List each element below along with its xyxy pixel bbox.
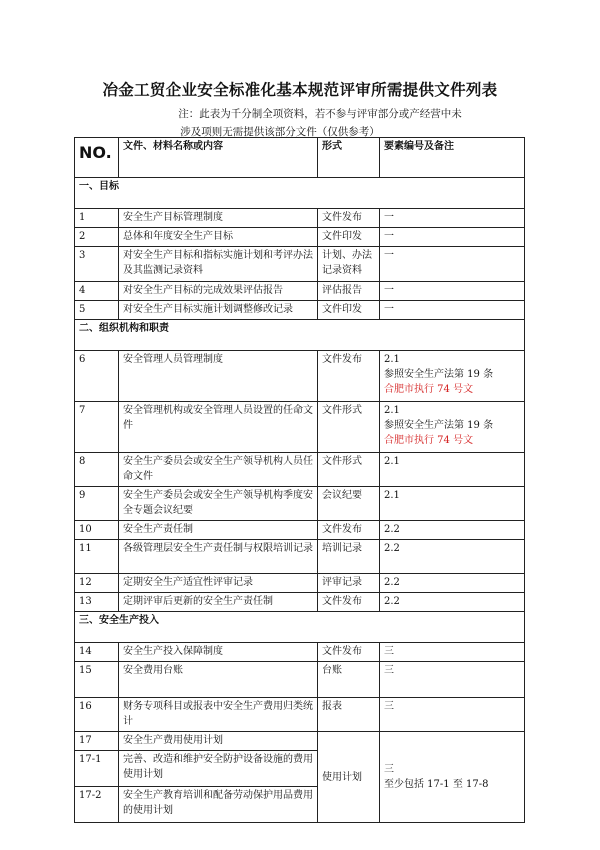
row-remark: [380, 402, 525, 453]
row-no: 10: [75, 521, 119, 540]
row-form: 文件发布: [318, 351, 380, 402]
remark-red: 合肥市执行 74 号文: [384, 384, 474, 395]
remark-line: 一: [384, 231, 394, 242]
remark-line: 2.1: [384, 456, 400, 467]
row-remark: [380, 282, 525, 301]
row-remark: [380, 487, 525, 521]
table-row: [75, 540, 525, 574]
row-name: 总体和年度安全生产目标: [119, 228, 318, 247]
row-name: 对安全生产目标的完成效果评估报告: [119, 282, 318, 301]
remark-line: 2.2: [384, 524, 400, 535]
row-no: 14: [75, 643, 119, 662]
row-no: 17-1: [75, 751, 119, 787]
table-row: [75, 351, 525, 402]
row-remark: [380, 521, 525, 540]
remark-line: 2.1: [384, 405, 400, 416]
row-no: 17: [75, 732, 119, 751]
remark-line: 2.2: [384, 596, 400, 607]
section-title: 一、目标: [75, 178, 525, 209]
note-line-1: 注：此表为千分制全项资料，若不参与评审部分或产经营中未: [178, 108, 462, 120]
section-row: [75, 320, 525, 351]
section-title: 二、组织机构和职责: [75, 320, 525, 351]
row-name: 定期评审后更新的安全生产责任制: [119, 593, 318, 612]
row-form: 台账: [318, 662, 380, 698]
note-line-2: 涉及项则无需提供该部分文件（仅供参考）: [180, 126, 380, 138]
table-row: [75, 732, 525, 751]
header-remark: 要素编号及备注: [380, 138, 525, 178]
remark-line: 三: [384, 665, 394, 676]
row-name: 各级管理层安全生产责任制与权限培训记录: [119, 540, 318, 574]
table-row: [75, 209, 525, 228]
row-no: 5: [75, 301, 119, 320]
row-name: 安全管理人员管理制度: [119, 351, 318, 402]
table-row: [75, 402, 525, 453]
row-no: 6: [75, 351, 119, 402]
row-no: 7: [75, 402, 119, 453]
table-row: [75, 453, 525, 487]
table-row: [75, 643, 525, 662]
remark-line: 一: [384, 285, 394, 296]
row-form: 文件发布: [318, 593, 380, 612]
row-remark: [380, 540, 525, 574]
header-no: NO.: [75, 138, 119, 178]
remark-line: 2.1: [384, 490, 400, 501]
row-name: 安全费用台账: [119, 662, 318, 698]
row-form: 文件发布: [318, 209, 380, 228]
row-name: 安全生产责任制: [119, 521, 318, 540]
table-row: [75, 662, 525, 698]
section-title: 三、安全生产投入: [75, 612, 525, 643]
document-table: [74, 137, 525, 823]
row-remark: [380, 247, 525, 282]
row-name: 定期安全生产适宜性评审记录: [119, 574, 318, 593]
remark-line: 至少包括 17-1 至 17-8: [384, 779, 489, 790]
row-remark: [380, 643, 525, 662]
row-form: 使用计划: [318, 732, 380, 823]
row-name: 安全管理机构或安全管理人员设置的任命文件: [119, 402, 318, 453]
remark-red: 合肥市执行 74 号文: [384, 435, 474, 446]
row-name: 对安全生产目标实施计划调整修改记录: [119, 301, 318, 320]
row-name: 完善、改造和维护安全防护设备设施的费用使用计划: [119, 751, 318, 787]
row-form: 文件发布: [318, 521, 380, 540]
row-remark: [380, 301, 525, 320]
row-form: 计划、办法记录资料: [318, 247, 380, 282]
row-remark: [380, 732, 525, 823]
table-row: [75, 247, 525, 282]
remark-line: 一: [384, 212, 394, 223]
row-no: 15: [75, 662, 119, 698]
row-form: 报表: [318, 698, 380, 732]
header-name: 文件、材料名称或内容: [119, 138, 318, 178]
row-name: 安全生产教育培训和配备劳动保护用品费用的使用计划: [119, 787, 318, 823]
row-form: 评审记录: [318, 574, 380, 593]
row-no: 11: [75, 540, 119, 574]
row-name: 财务专项科目或报表中安全生产费用归类统计: [119, 698, 318, 732]
row-form: 培训记录: [318, 540, 380, 574]
row-no: 9: [75, 487, 119, 521]
table-row: [75, 593, 525, 612]
table-row: [75, 521, 525, 540]
table-row: [75, 574, 525, 593]
remark-line: 一: [384, 250, 394, 261]
row-form: 文件印发: [318, 301, 380, 320]
row-form: 文件印发: [318, 228, 380, 247]
row-remark: [380, 453, 525, 487]
row-name: 安全生产费用使用计划: [119, 732, 318, 751]
row-no: 2: [75, 228, 119, 247]
row-remark: [380, 209, 525, 228]
table-row: [75, 487, 525, 521]
row-form: 文件发布: [318, 643, 380, 662]
row-no: 12: [75, 574, 119, 593]
remark-line: 三: [384, 646, 394, 657]
remark-line: 三: [384, 701, 394, 712]
row-no: 13: [75, 593, 119, 612]
row-remark: [380, 351, 525, 402]
row-name: 对安全生产目标和指标实施计划和考评办法及其监测记录资料: [119, 247, 318, 282]
row-form: 评估报告: [318, 282, 380, 301]
remark-line: 参照安全生产法第 19 条: [384, 369, 494, 380]
document-title: 冶金工贸企业安全标准化基本规范评审所需提供文件列表: [102, 81, 498, 99]
row-remark: [380, 228, 525, 247]
row-no: 4: [75, 282, 119, 301]
table-row: [75, 301, 525, 320]
row-no: 3: [75, 247, 119, 282]
row-remark: [380, 662, 525, 698]
row-no: 1: [75, 209, 119, 228]
remark-line: 2.2: [384, 577, 400, 588]
row-form: 文件形式: [318, 453, 380, 487]
row-remark: [380, 593, 525, 612]
table-row: [75, 228, 525, 247]
row-name: 安全生产委员会或安全生产领导机构人员任命文件: [119, 453, 318, 487]
table-row: [75, 698, 525, 732]
remark-line: 2.1: [384, 354, 400, 365]
table-row: [75, 282, 525, 301]
row-no: 8: [75, 453, 119, 487]
remark-line: 参照安全生产法第 19 条: [384, 420, 494, 431]
section-row: [75, 178, 525, 209]
row-name: 安全生产委员会或安全生产领导机构季度安全专题会议纪要: [119, 487, 318, 521]
table-header-row: [75, 138, 525, 178]
row-no: 16: [75, 698, 119, 732]
row-remark: [380, 574, 525, 593]
section-row: [75, 612, 525, 643]
remark-line: 三: [384, 764, 394, 775]
row-no: 17-2: [75, 787, 119, 823]
row-name: 安全生产投入保障制度: [119, 643, 318, 662]
remark-line: 2.2: [384, 543, 400, 554]
row-remark: [380, 698, 525, 732]
row-name: 安全生产目标管理制度: [119, 209, 318, 228]
row-form: 文件形式: [318, 402, 380, 453]
remark-line: 一: [384, 304, 394, 315]
header-form: 形式: [318, 138, 380, 178]
row-form: 会议纪要: [318, 487, 380, 521]
